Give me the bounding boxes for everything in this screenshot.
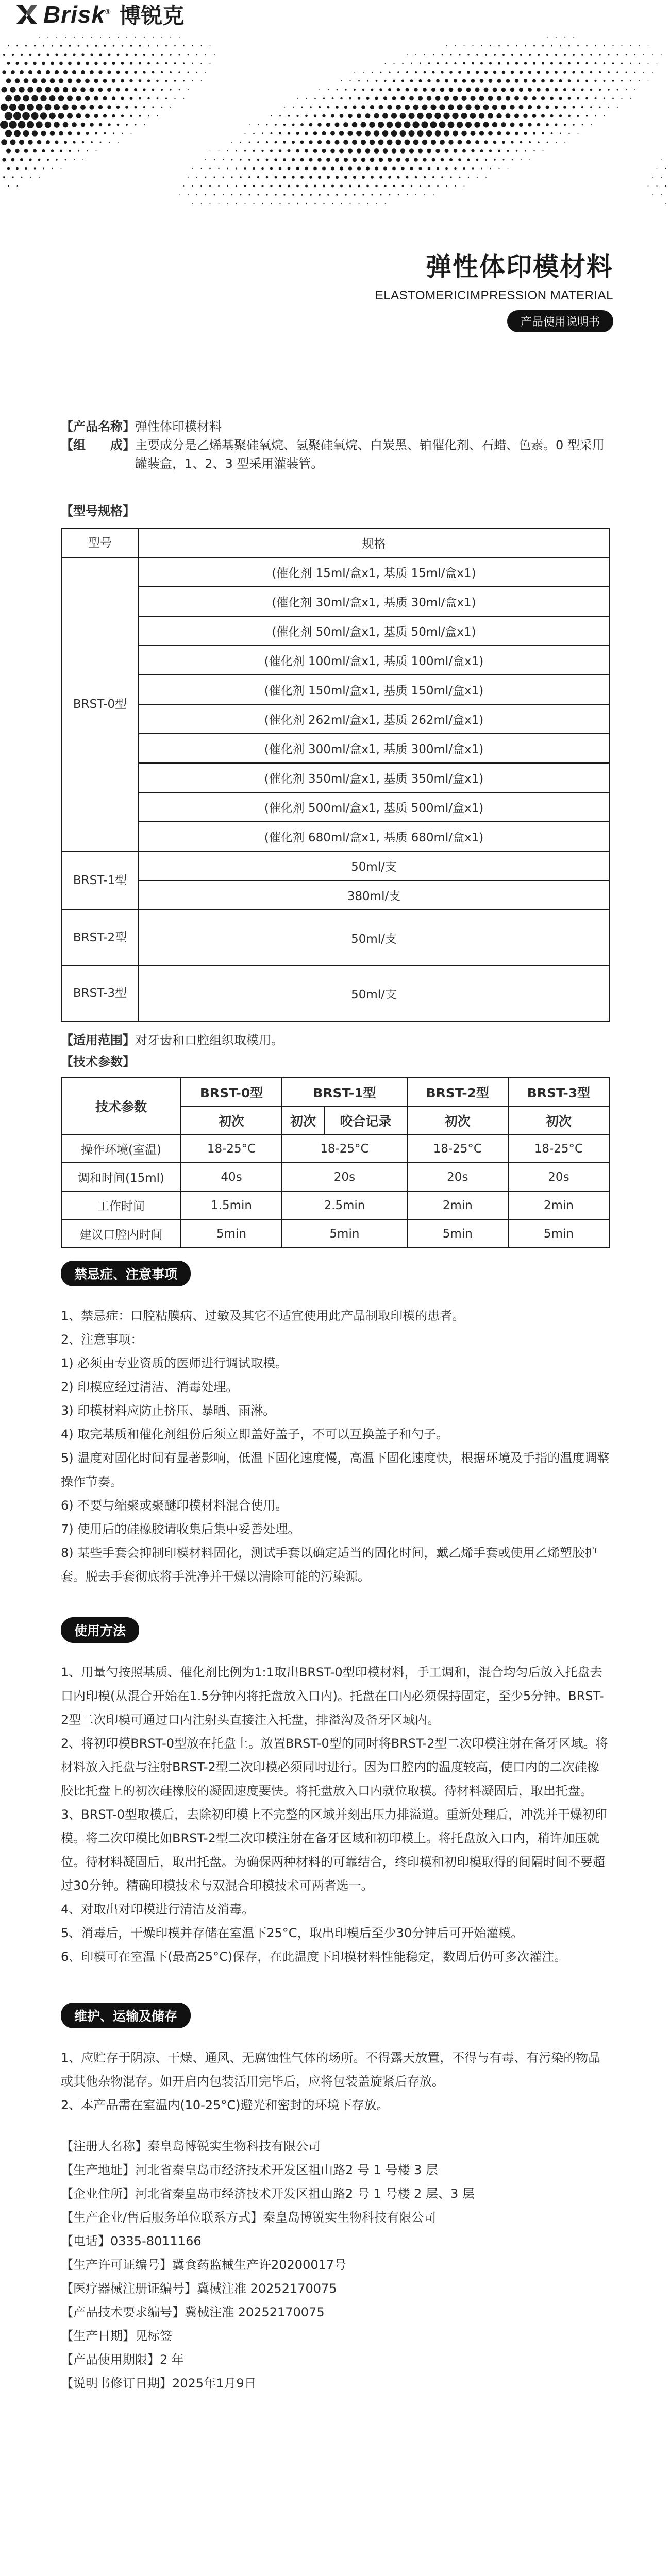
- spec-model-cell: BRST-1型: [61, 851, 139, 910]
- list-item: 1) 必须由专业资质的医师进行调试取模。: [61, 1356, 288, 1370]
- spec-model-cell: BRST-2型: [61, 910, 139, 965]
- list-item: 8) 某些手套会抑制印模材料固化，测试手套以确定适当的固化时间，戴乙烯手套或使用乙烯塑胶护套。脱去手套彻底将手洗净并干燥以清除可能的污染源。: [61, 1546, 597, 1584]
- manual-badge: 产品使用说明书: [507, 310, 613, 332]
- params-cell: 18-25°C: [508, 1134, 609, 1163]
- spec-cell: (催化剂 262ml/盒x1, 基质 262ml/盒x1): [139, 704, 609, 734]
- info-row: 【企业住所】河北省秦皇岛市经济技术开发区祖山路2 号 1 号楼 2 层、3 层: [61, 2187, 475, 2201]
- spec-cell: 50ml/支: [139, 965, 609, 1021]
- info-row: 【产品技术要求编号】冀械注准 20252170075: [61, 2305, 325, 2319]
- brisk-x-logo-icon: [15, 3, 38, 26]
- composition-row: [61, 436, 610, 473]
- halftone-pattern: [0, 33, 670, 213]
- params-row-label: 操作环境(室温): [61, 1134, 181, 1163]
- info-row: 【生产日期】见标签: [61, 2329, 172, 2343]
- params-subheader: 初次: [181, 1106, 282, 1134]
- spec-cell: 50ml/支: [139, 910, 609, 965]
- company-info: [61, 2134, 610, 2395]
- list-item: 6、印模可在室温下(最高25°C)保存，在此温度下印模材料性能稳定，数周后仍可多次灌注。: [61, 1950, 567, 1964]
- params-model-header: BRST-1型: [282, 1078, 407, 1106]
- params-table: [61, 1077, 610, 1248]
- params-label: 【技术参数】: [61, 1055, 135, 1069]
- list-item: 1、禁忌症：口腔粘膜病、过敏及其它不适宜使用此产品制取印模的患者。: [61, 1309, 465, 1323]
- spec-cell: 50ml/支: [139, 851, 609, 880]
- info-row: 【说明书修订日期】2025年1月9日: [61, 2376, 257, 2391]
- params-cell: 40s: [181, 1163, 282, 1191]
- params-cell: 5min: [282, 1219, 407, 1248]
- info-row: 【医疗器械注册证编号】冀械注准 20252170075: [61, 2281, 337, 2296]
- spec-cell: (催化剂 300ml/盒x1, 基质 300ml/盒x1): [139, 734, 609, 763]
- list-item: 3、BRST-0型取模后，去除初印模上不完整的区域并刻出压力排溢道。重新处理后，冲洗并干燥初印模。将二次印模比如BRST-2型二次印模注射在备牙区域和初印模上。将托盘放入口内，稍许加压就位。待材料凝固后，取出托盘。为确保两种材料的可靠结合，终印模和初印模取得的间隔时间不要超过30分钟。精确印模技术与双混合印模技术可两者选一。: [61, 1807, 608, 1893]
- info-row: 【生产企业/售后服务单位联系方式】秦皇岛博锐实生物科技有限公司: [61, 2210, 437, 2225]
- scope-value: 对牙齿和口腔组织取模用。: [135, 1033, 283, 1047]
- params-model-header: BRST-3型: [508, 1078, 609, 1106]
- params-cell: 5min: [508, 1219, 609, 1248]
- params-subheader: 初次: [282, 1106, 324, 1134]
- list-item: 2、注意事项：: [61, 1332, 143, 1347]
- spec-cell: (催化剂 680ml/盒x1, 基质 680ml/盒x1): [139, 822, 609, 851]
- params-cell: 20s: [508, 1163, 609, 1191]
- list-item: 2) 印模应经过清洁、消毒处理。: [61, 1380, 239, 1394]
- brand-name-cn: 博锐克: [119, 3, 185, 28]
- params-subheader: 咬合记录: [324, 1106, 407, 1134]
- spec-header-model: 型号: [61, 528, 139, 557]
- params-cell: 2.5min: [282, 1191, 407, 1219]
- spec-header-spec: 规格: [139, 528, 609, 557]
- info-row: 【生产地址】河北省秦皇岛市经济技术开发区祖山路2 号 1 号楼 3 层: [61, 2163, 438, 2177]
- params-subheader: 初次: [508, 1106, 609, 1134]
- spec-cell: 380ml/支: [139, 880, 609, 910]
- list-item: 4) 取完基质和催化剂组份后须立即盖好盖子，不可以互换盖子和勺子。: [61, 1427, 449, 1442]
- params-cell: 1.5min: [181, 1191, 282, 1219]
- params-model-header: BRST-2型: [407, 1078, 508, 1106]
- spec-cell: (催化剂 50ml/盒x1, 基质 50ml/盒x1): [139, 616, 609, 646]
- spec-cell: (催化剂 30ml/盒x1, 基质 30ml/盒x1): [139, 587, 609, 616]
- params-corner: 技术参数: [61, 1078, 181, 1134]
- params-cell: 20s: [407, 1163, 508, 1191]
- brand-name-en: Brisk®: [43, 1, 111, 28]
- spec-model-cell: BRST-0型: [61, 557, 139, 851]
- spec-cell: (催化剂 15ml/盒x1, 基质 15ml/盒x1): [139, 557, 609, 587]
- product-name-label: 【产品名称】: [61, 419, 135, 434]
- spec-cell: (催化剂 150ml/盒x1, 基质 150ml/盒x1): [139, 675, 609, 704]
- params-row-label: 调和时间(15ml): [61, 1163, 181, 1191]
- params-cell: 18-25°C: [407, 1134, 508, 1163]
- title-block: [375, 246, 613, 332]
- list-item: 5、消毒后，干燥印模并存储在室温下25°C，取出印模后至少30分钟后可开始灌模。: [61, 1926, 524, 1940]
- info-row: 【电话】0335-8011166: [61, 2234, 202, 2248]
- product-name-value: 弹性体印模材料: [135, 419, 222, 434]
- params-cell: 18-25°C: [181, 1134, 282, 1163]
- document-body: [61, 417, 610, 2395]
- list-item: 2、将初印模BRST-0型放在托盘上。放置BRST-0型的同时将BRST-2型二次印模注射在备牙区域。将材料放入托盘与注射BRST-2型二次印模必须同时进行。因为口腔内的温度较高，使口内的二次硅橡胶比托盘上的初次硅橡胶的凝固速度要快。将托盘放入口内就位取模。待材料凝固后，取出托盘。: [61, 1736, 608, 1798]
- model-spec-table: [61, 528, 610, 1022]
- params-cell: 5min: [181, 1219, 282, 1248]
- scope-label: 【适用范围】: [61, 1033, 135, 1047]
- params-cell: 2min: [508, 1191, 609, 1219]
- params-cell: 2min: [407, 1191, 508, 1219]
- storage-section-title: 维护、运输及储存: [61, 2003, 191, 2028]
- page-title: 弹性体印模材料: [426, 252, 613, 282]
- product-name-row: [61, 417, 610, 436]
- params-model-header: BRST-0型: [181, 1078, 282, 1106]
- models-section-label: 【型号规格】: [61, 504, 135, 518]
- spec-cell: (催化剂 100ml/盒x1, 基质 100ml/盒x1): [139, 646, 609, 675]
- params-subheader: 初次: [407, 1106, 508, 1134]
- params-row-label: 工作时间: [61, 1191, 181, 1219]
- list-item: 7) 使用后的硅橡胶请收集后集中妥善处理。: [61, 1522, 300, 1536]
- info-row: 【注册人名称】秦皇岛博锐实生物科技有限公司: [61, 2139, 321, 2154]
- spec-model-cell: BRST-3型: [61, 965, 139, 1021]
- list-item: 4、对取出对印模进行清洁及消毒。: [61, 1902, 255, 1917]
- composition-value: 主要成分是乙烯基聚硅氧烷、氢聚硅氧烷、白炭黑、铂催化剂、石蜡、色素。0 型采用罐装盒，1、2、3 型采用灌装管。: [135, 438, 605, 471]
- spec-cell: (催化剂 350ml/盒x1, 基质 350ml/盒x1): [139, 763, 609, 792]
- params-cell: 18-25°C: [282, 1134, 407, 1163]
- brand-logo: [15, 0, 184, 29]
- usage-list: [61, 1660, 610, 1969]
- list-item: 2、本产品需在室温内(10-25°C)避光和密封的环境下存放。: [61, 2098, 389, 2112]
- usage-section-title: 使用方法: [61, 1617, 139, 1643]
- params-cell: 5min: [407, 1219, 508, 1248]
- params-cell: 20s: [282, 1163, 407, 1191]
- list-item: 3) 印模材料应防止挤压、暴晒、雨淋。: [61, 1403, 276, 1418]
- scope-row: [61, 1031, 610, 1049]
- spec-cell: (催化剂 500ml/盒x1, 基质 500ml/盒x1): [139, 792, 609, 822]
- contra-list: [61, 1304, 610, 1588]
- list-item: 5) 温度对固化时间有显著影响，低温下固化速度慢，高温下固化速度快，根据环境及手指的温度调整操作节奏。: [61, 1451, 610, 1489]
- composition-label: 【组 成】: [61, 438, 135, 452]
- params-row-label: 建议口腔内时间: [61, 1219, 181, 1248]
- info-row: 【产品使用期限】2 年: [61, 2352, 184, 2367]
- list-item: 1、用量勺按照基质、催化剂比例为1:1取出BRST-0型印模材料，手工调和，混合均匀后放入托盘去口内印模(从混合开始在1.5分钟内将托盘放入口内)。托盘在口内必须保持固定，至少5分钟。BRST-2型二次印模可通过口内注射头直接注入托盘，排溢沟及备牙区域内。: [61, 1665, 604, 1727]
- contra-section-title: 禁忌症、注意事项: [61, 1261, 191, 1286]
- page-subtitle: ELASTOMERICIMPRESSION MATERIAL: [375, 289, 613, 302]
- info-row: 【生产许可证编号】冀食药监械生产许20200017号: [61, 2258, 347, 2272]
- storage-list: [61, 2046, 610, 2117]
- list-item: 1、应贮存于阴凉、干燥、通风、无腐蚀性气体的场所。不得露天放置，不得与有毒、有污染的物品或其他杂物混存。如开启内包装活用完毕后，应将包装盖旋紧后存放。: [61, 2050, 601, 2089]
- list-item: 6) 不要与缩聚或聚醚印模材料混合使用。: [61, 1498, 288, 1513]
